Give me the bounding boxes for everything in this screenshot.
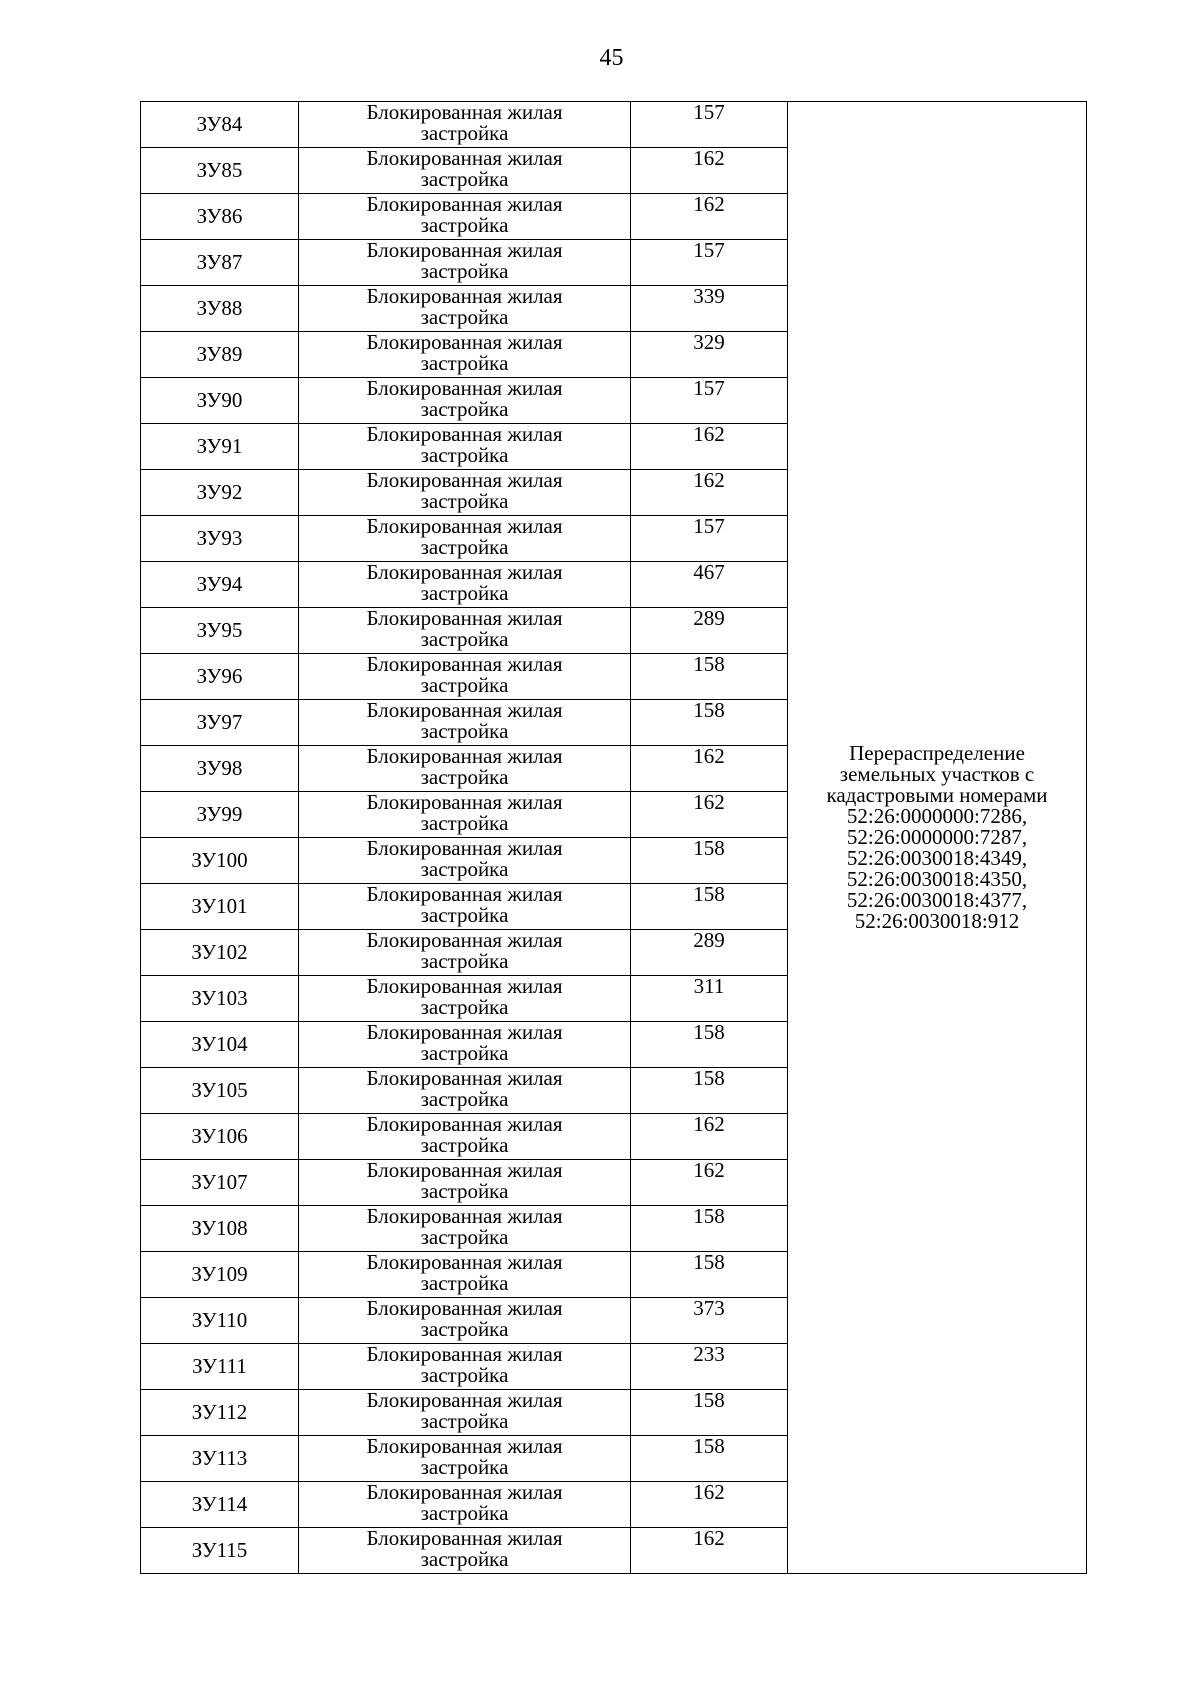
plot-use-line1: Блокированная жилая [366, 1204, 563, 1228]
plot-use-cell [299, 1114, 631, 1160]
plot-use-cell [299, 102, 631, 148]
plot-area-cell: 162 [631, 746, 788, 792]
plot-use-line1: Блокированная жилая [366, 606, 563, 630]
page-number: 45 [599, 45, 624, 71]
plot-area-cell: 311 [631, 976, 788, 1022]
plot-id-cell: ЗУ96 [141, 654, 299, 700]
plot-use-line2: застройка [420, 121, 509, 145]
plot-area-cell: 162 [631, 1482, 788, 1528]
plot-use-line1: Блокированная жилая [366, 468, 563, 492]
plot-area-cell: 162 [631, 424, 788, 470]
plot-area-cell: 157 [631, 102, 788, 148]
plot-area-cell: 158 [631, 1068, 788, 1114]
plot-use-line2: застройка [420, 581, 509, 605]
table-body [141, 102, 1087, 1574]
plot-use-cell [299, 792, 631, 838]
plot-use-line1: Блокированная жилая [366, 928, 563, 952]
plot-id-cell: ЗУ89 [141, 332, 299, 378]
plot-use-line1: Блокированная жилая [366, 1342, 563, 1366]
plot-use-line1: Блокированная жилая [366, 974, 563, 998]
plot-use-line1: Блокированная жилая [366, 100, 563, 124]
plot-use-line1: Блокированная жилая [366, 330, 563, 354]
plot-id-cell: ЗУ92 [141, 470, 299, 516]
plot-id-cell: ЗУ91 [141, 424, 299, 470]
redistribution-note-line: 52:26:0000000:7287, [846, 825, 1028, 849]
plot-area-cell: 158 [631, 838, 788, 884]
plot-id-cell: ЗУ98 [141, 746, 299, 792]
plot-use-line2: застройка [420, 1041, 509, 1065]
plot-area-cell: 158 [631, 1436, 788, 1482]
plot-use-line2: застройка [420, 1225, 509, 1249]
plot-id-cell: ЗУ114 [141, 1482, 299, 1528]
plot-use-cell [299, 240, 631, 286]
plot-use-line2: застройка [420, 857, 509, 881]
redistribution-note-line: 52:26:0030018:4350, [846, 867, 1028, 891]
plot-use-cell [299, 1390, 631, 1436]
plot-use-line2: застройка [420, 1501, 509, 1525]
plot-id-cell: ЗУ106 [141, 1114, 299, 1160]
plot-area-cell: 158 [631, 1206, 788, 1252]
plot-area-cell: 158 [631, 884, 788, 930]
plot-area-cell: 162 [631, 1160, 788, 1206]
plot-area-cell: 329 [631, 332, 788, 378]
plot-use-line2: застройка [420, 765, 509, 789]
plot-use-cell [299, 746, 631, 792]
redistribution-note-cell [788, 102, 1087, 1574]
plot-area-cell: 158 [631, 1022, 788, 1068]
plot-id-cell: ЗУ115 [141, 1528, 299, 1574]
plot-use-line1: Блокированная жилая [366, 1480, 563, 1504]
plot-use-line1: Блокированная жилая [366, 1296, 563, 1320]
plot-use-line1: Блокированная жилая [366, 1158, 563, 1182]
plot-area-cell: 157 [631, 378, 788, 424]
plot-use-line1: Блокированная жилая [366, 1388, 563, 1412]
plot-use-line2: застройка [420, 213, 509, 237]
plot-use-cell [299, 700, 631, 746]
plot-use-line2: застройка [420, 259, 509, 283]
plot-use-line2: застройка [420, 351, 509, 375]
plot-id-cell: ЗУ95 [141, 608, 299, 654]
plot-use-cell [299, 1436, 631, 1482]
plot-use-cell [299, 516, 631, 562]
plot-use-line2: застройка [420, 1317, 509, 1341]
plot-area-cell: 157 [631, 240, 788, 286]
plot-use-cell [299, 1022, 631, 1068]
plot-use-line2: застройка [420, 443, 509, 467]
plot-use-line2: застройка [420, 673, 509, 697]
plot-use-line1: Блокированная жилая [366, 1112, 563, 1136]
plot-use-line2: застройка [420, 995, 509, 1019]
plot-use-line1: Блокированная жилая [366, 1066, 563, 1090]
plot-use-line1: Блокированная жилая [366, 284, 563, 308]
plot-use-line1: Блокированная жилая [366, 1434, 563, 1458]
plot-id-cell: ЗУ87 [141, 240, 299, 286]
plot-area-cell: 373 [631, 1298, 788, 1344]
plot-use-line1: Блокированная жилая [366, 146, 563, 170]
plot-id-cell: ЗУ101 [141, 884, 299, 930]
plot-use-cell [299, 1206, 631, 1252]
plot-area-cell: 158 [631, 654, 788, 700]
plot-area-cell: 233 [631, 1344, 788, 1390]
plot-area-cell: 158 [631, 1252, 788, 1298]
table-row [141, 102, 1087, 148]
plot-use-cell [299, 1160, 631, 1206]
plot-use-cell [299, 194, 631, 240]
plot-use-cell [299, 1252, 631, 1298]
redistribution-note-line: кадастровыми номерами [826, 783, 1048, 807]
land-plots-table [140, 101, 1087, 1574]
redistribution-note-line: земельных участков с [839, 762, 1035, 786]
plot-area-cell: 158 [631, 1390, 788, 1436]
plot-use-cell [299, 424, 631, 470]
plot-use-cell [299, 470, 631, 516]
plot-id-cell: ЗУ100 [141, 838, 299, 884]
plot-use-line1: Блокированная жилая [366, 1250, 563, 1274]
plot-use-line1: Блокированная жилая [366, 514, 563, 538]
plot-area-cell: 339 [631, 286, 788, 332]
plot-area-cell: 157 [631, 516, 788, 562]
plot-use-line2: застройка [420, 1455, 509, 1479]
plot-id-cell: ЗУ113 [141, 1436, 299, 1482]
plot-id-cell: ЗУ102 [141, 930, 299, 976]
plot-use-cell [299, 608, 631, 654]
plot-id-cell: ЗУ93 [141, 516, 299, 562]
plot-use-line2: застройка [420, 949, 509, 973]
plot-id-cell: ЗУ86 [141, 194, 299, 240]
plot-area-cell: 162 [631, 1528, 788, 1574]
plot-use-cell [299, 378, 631, 424]
plot-use-line2: застройка [420, 1409, 509, 1433]
redistribution-note-line: 52:26:0000000:7286, [846, 804, 1028, 828]
plot-use-cell [299, 1344, 631, 1390]
plot-area-cell: 162 [631, 1114, 788, 1160]
plot-id-cell: ЗУ84 [141, 102, 299, 148]
plot-id-cell: ЗУ107 [141, 1160, 299, 1206]
redistribution-note-line: 52:26:0030018:4377, [846, 888, 1028, 912]
plot-use-cell [299, 838, 631, 884]
plot-use-line1: Блокированная жилая [366, 790, 563, 814]
plot-use-line2: застройка [420, 1179, 509, 1203]
redistribution-note-line: 52:26:0030018:4349, [846, 846, 1028, 870]
plot-id-cell: ЗУ99 [141, 792, 299, 838]
plot-use-cell [299, 654, 631, 700]
plot-use-cell [299, 976, 631, 1022]
plot-id-cell: ЗУ109 [141, 1252, 299, 1298]
plot-use-cell [299, 148, 631, 194]
plot-use-line2: застройка [420, 1133, 509, 1157]
plot-use-line1: Блокированная жилая [366, 560, 563, 584]
plot-id-cell: ЗУ97 [141, 700, 299, 746]
plot-use-line1: Блокированная жилая [366, 192, 563, 216]
plot-use-line2: застройка [420, 1547, 509, 1571]
plot-id-cell: ЗУ103 [141, 976, 299, 1022]
plot-area-cell: 162 [631, 470, 788, 516]
plot-area-cell: 289 [631, 930, 788, 976]
plot-area-cell: 162 [631, 148, 788, 194]
plot-id-cell: ЗУ85 [141, 148, 299, 194]
plot-id-cell: ЗУ90 [141, 378, 299, 424]
plot-use-line1: Блокированная жилая [366, 698, 563, 722]
plot-use-line2: застройка [420, 305, 509, 329]
plot-use-line1: Блокированная жилая [366, 1526, 563, 1550]
redistribution-note-line: 52:26:0030018:912 [854, 909, 1020, 933]
plot-use-line1: Блокированная жилая [366, 238, 563, 262]
plot-use-line2: застройка [420, 535, 509, 559]
plot-use-cell [299, 286, 631, 332]
plot-id-cell: ЗУ108 [141, 1206, 299, 1252]
plot-area-cell: 289 [631, 608, 788, 654]
plot-use-cell [299, 884, 631, 930]
plot-id-cell: ЗУ94 [141, 562, 299, 608]
plot-use-line2: застройка [420, 811, 509, 835]
plot-use-line1: Блокированная жилая [366, 376, 563, 400]
plot-use-line2: застройка [420, 167, 509, 191]
plot-id-cell: ЗУ112 [141, 1390, 299, 1436]
plot-use-line2: застройка [420, 627, 509, 651]
plot-use-cell [299, 562, 631, 608]
plot-use-line2: застройка [420, 719, 509, 743]
plot-use-cell [299, 1528, 631, 1574]
plot-id-cell: ЗУ111 [141, 1344, 299, 1390]
plot-use-line2: застройка [420, 1363, 509, 1387]
plot-area-cell: 467 [631, 562, 788, 608]
plot-id-cell: ЗУ88 [141, 286, 299, 332]
redistribution-note-line: Перераспределение [849, 741, 1025, 765]
plot-use-line2: застройка [420, 489, 509, 513]
plot-use-line2: застройка [420, 397, 509, 421]
plot-id-cell: ЗУ104 [141, 1022, 299, 1068]
plot-use-line2: застройка [420, 1087, 509, 1111]
plot-use-line2: застройка [420, 1271, 509, 1295]
plot-use-line1: Блокированная жилая [366, 652, 563, 676]
plot-use-line1: Блокированная жилая [366, 422, 563, 446]
plot-area-cell: 162 [631, 792, 788, 838]
plot-use-cell [299, 1298, 631, 1344]
plot-use-cell [299, 1482, 631, 1528]
plot-id-cell: ЗУ110 [141, 1298, 299, 1344]
plot-use-cell [299, 1068, 631, 1114]
plot-use-line1: Блокированная жилая [366, 836, 563, 860]
plot-use-line2: застройка [420, 903, 509, 927]
plot-use-cell [299, 332, 631, 378]
plot-area-cell: 162 [631, 194, 788, 240]
plot-use-line1: Блокированная жилая [366, 1020, 563, 1044]
plot-area-cell: 158 [631, 700, 788, 746]
plot-use-line1: Блокированная жилая [366, 882, 563, 906]
plot-use-line1: Блокированная жилая [366, 744, 563, 768]
plot-use-cell [299, 930, 631, 976]
plot-id-cell: ЗУ105 [141, 1068, 299, 1114]
